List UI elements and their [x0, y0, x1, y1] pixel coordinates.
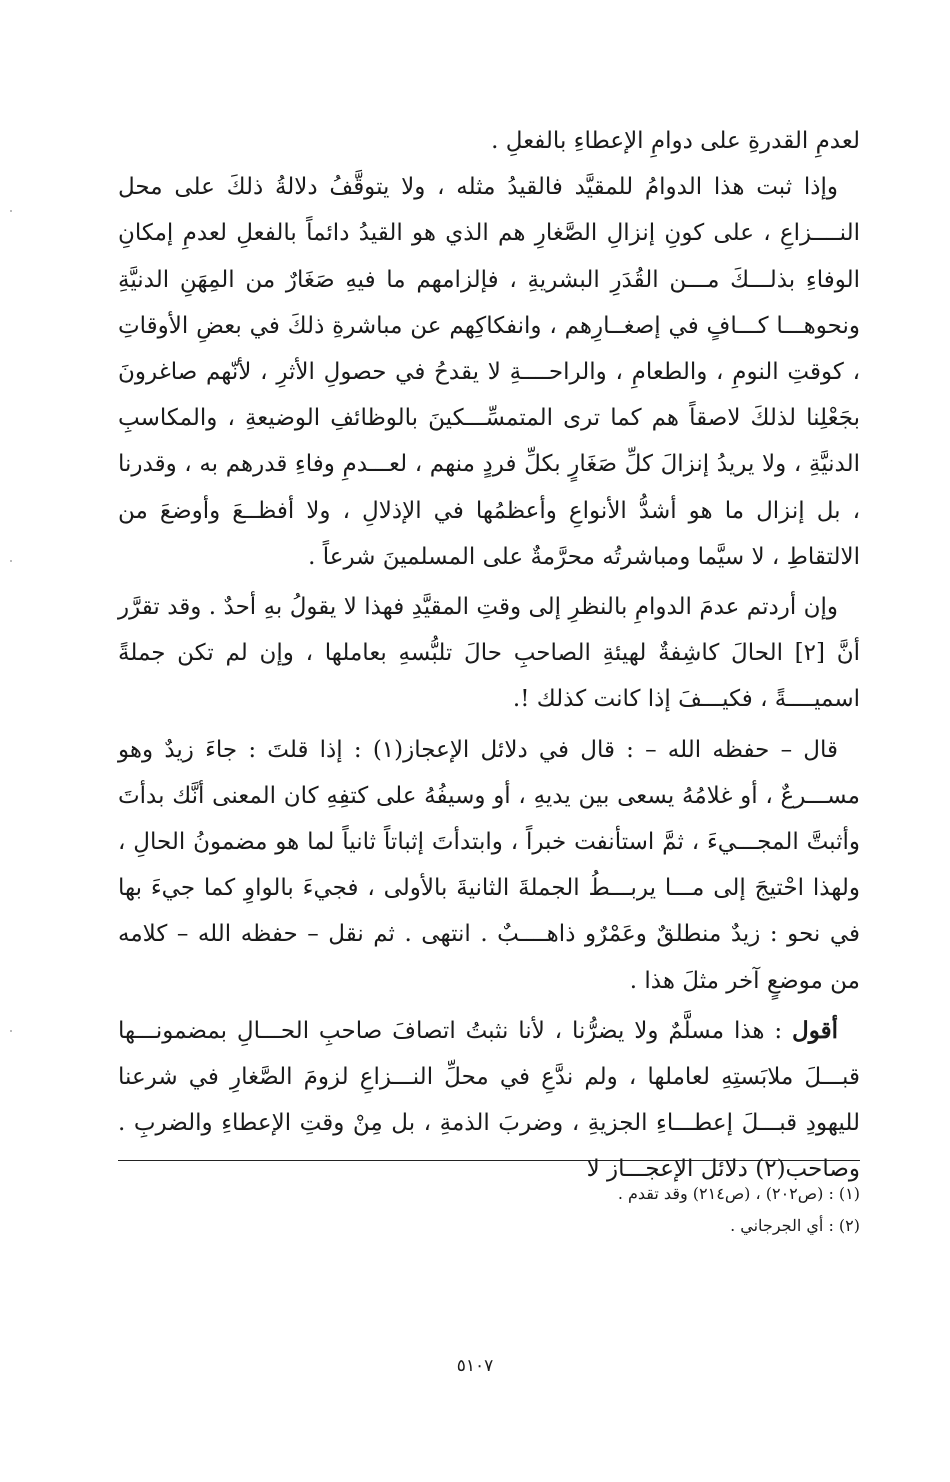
paragraph-2: وإذا ثبت هذا الدوامُ للمقيَّد فالقيدُ مثله ، ولا يتوقَّفُ دلالةُ ذلكَ على محل النــــزاعِ ، على كونِ إنزالِ الصَّغارِ هم الذي هو القيدُ دائماً بالفعلِ لعدمِ إمكانِ الوفاءِ بذلـــكَ مـــن القُدَرِ البشريةِ ، فإلزامهم ما فيهِ صَغَارٌ من المِهَنِ الدنيَّةِ ونحوهـــا كـــافٍ في إصغــارِهم ، وانفكاكِهم عن مباشرةِ ذلكَ في بعضِ الأوقاتِ ، كوقتِ النومِ ، والطعامِ ، والراحــــةِ لا يقدحُ في حصولِ الأثرِ ، لأنّهم صاغرونَ بجَعْلِنا لذلكَ لاصقاً هم كما ترى المتمسِّـــكينَ بالوظائفِ الوضيعةِ ، والمكاسبِ الدنيَّةِ ، ولا يريدُ إنزالَ كلِّ صَغَارٍ بكلِّ فردٍ منهم ، لعـــدمِ وفاءِ قدرهم به ، وقدرنا ، بل إنزال ما هو أشدُّ الأنواعِ وأعظمُها في الإذلالِ ، ولا أفظــعَ وأوضعَ من الالتقاطِ ، لا سيَّما ومباشرتُه محرَّمةٌ على المسلمينَ شرعاً .: [118, 174, 860, 570]
footnote-divider: [118, 1160, 860, 1161]
scan-speck: [10, 560, 12, 562]
footnotes: [118, 1178, 860, 1242]
paragraph-4: قال – حفظه الله – : قال في دلائل الإعجاز(١) : إذا قلتَ : جاءَ زيدٌ وهو مســـرعٌ ، أو غلامُهُ يسعى بين يديهِ ، أو وسيفُهُ على كتفِهِ كان المعنى أنَّك بدأتَ وأثبتَّ المجـــيءَ ، ثمَّ استأنفت خبراً ، وابتدأتَ إثباتاً ثانياً لما هو مضمونُ الحالِ ، ولهذا احْتيجَ إلى مـــا يربـــطُ الجملةَ الثانيةَ بالأولى ، فجيءَ بالواوِ كما جيءَ بها في نحو : زيدٌ منطلقٌ وعَمْرٌو ذاهــــبٌ . انتهى . ثم نقل – حفظه الله – كلامه من موضعٍ آخر مثلَ هذا .: [118, 736, 860, 994]
paragraph-5-lead: أقول: [792, 1016, 838, 1044]
scan-speck: [10, 210, 12, 212]
page-number: ٥١٠٧: [456, 1356, 494, 1376]
paragraph-1: لعدمِ القدرةِ على دوامِ الإعطاءِ بالفعلِ .: [491, 128, 860, 154]
paragraph-5: [118, 1008, 860, 1193]
footnote-1: (١) : (ص٢٠٢) ، (ص٢١٤) وقد تقدم .: [617, 1184, 860, 1203]
footnote-2: (٢) : أي الجرجاني .: [730, 1216, 860, 1235]
scan-speck: [10, 1030, 12, 1032]
paragraph-5-body: : هذا مسلَّمٌ ولا يضرُّنا ، لأنا نثبتُ اتصافَ صاحبِ الحـــالِ بمضمونـــها قبـــلَ ملابَستِهِ لعاملها ، ولم ندَّعِ في محلِّ النـــزاعِ لزومَ الصَّغارِ في شرعنا لليهودِ قبـــلَ إعطـــاءِ الجزيةِ ، وضربَ الذمةِ ، بل مِنْ وقتِ الإعطاءِ والضربِ . وصاحب(٢) دلائل الإعجـــاز لا: [118, 1017, 860, 1183]
paragraph-3: وإن أردتم عدمَ الدوامِ بالنظرِ إلى وقتِ المقيَّدِ فهذا لا يقولُ بهِ أحدٌ . وقد تقرَّر أنَّ [٢] الحالَ كاشِفةٌ لهيئةِ الصاحبِ حالَ تلبُّسهِ بعاملها ، وإن لم تكن جملةً اسميــــةً ، فكيـــفَ إذا كانت كذلك !.: [118, 594, 860, 713]
main-text: [118, 118, 860, 1193]
